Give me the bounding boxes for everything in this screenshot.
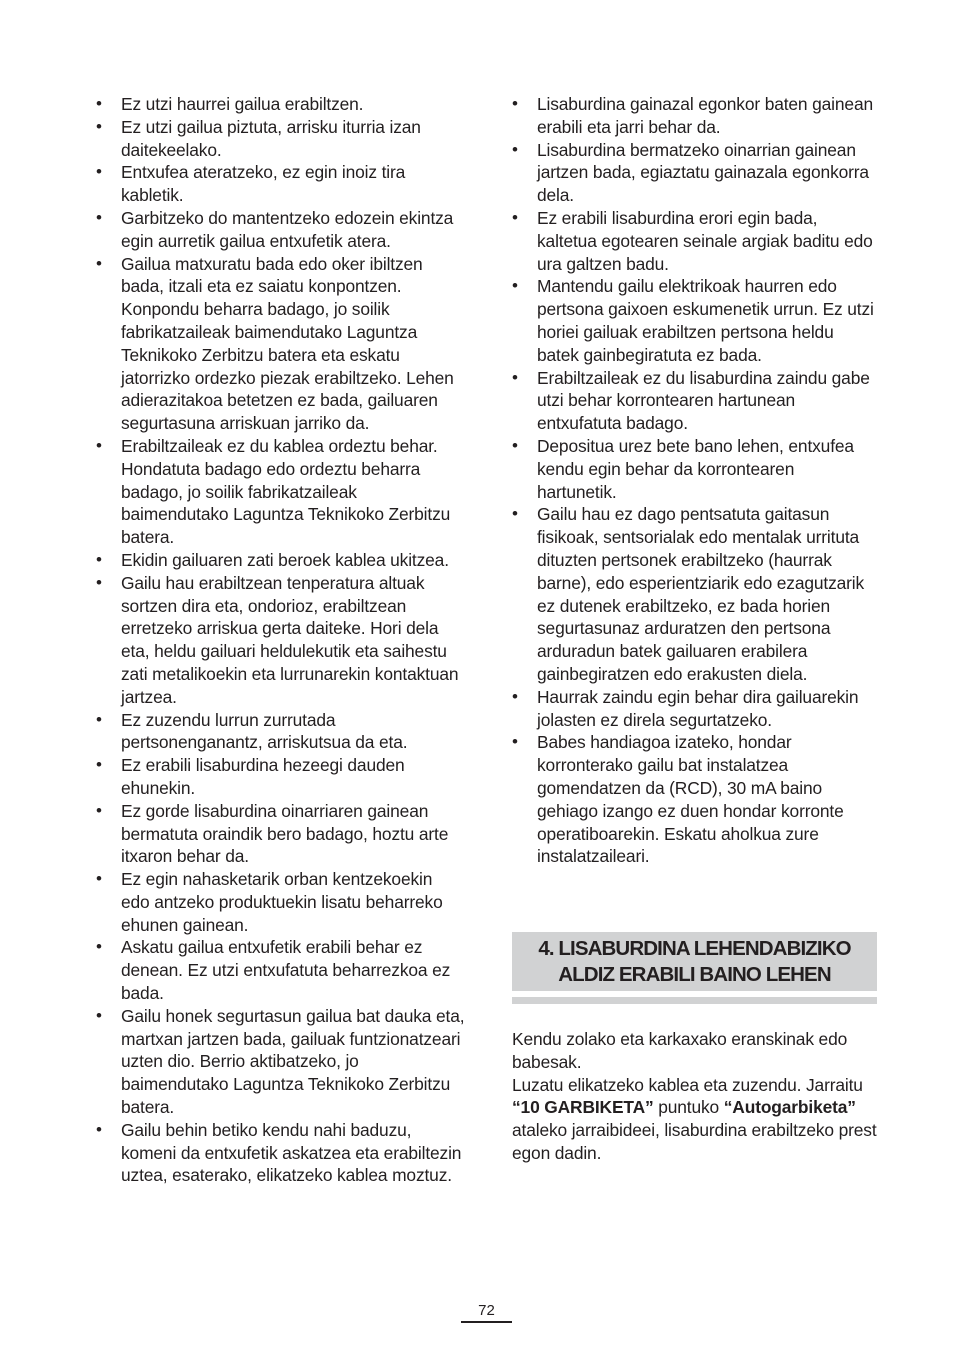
list-item: • Ekidin gailuaren zati beroek kablea ukitzea. xyxy=(96,549,449,570)
bullet-icon: • xyxy=(96,869,102,889)
bullet-icon: • xyxy=(512,276,518,296)
list-item: • Lisaburdina bermatzeko oinarrian gainean jartzen bada, egiaztatu gainazala egonkorra dela. xyxy=(512,139,869,206)
section-heading xyxy=(512,936,877,988)
chapter-reference: “10 GARBIKETA” xyxy=(512,1097,654,1118)
list-item: • Gailua matxuratu bada edo oker ibiltzen bada, itzali eta ez saiatu konpontzen. Konpondu beharra badago, jo soilik fabrikatzaileak baimendutako Laguntza Teknikoko Zerbitzu batera eta eskatu jatorrizko ordezko piezak erabiltzeko. Lehen adierazitakoa betetzen ez bada, gailuaren segurtasuna arriskuan jarriko da. xyxy=(96,253,454,434)
list-item: • Babes handiagoa izateko, hondar korronterako gailu bat instalatzea gomendatzen da (RCD), 30 mA baino gehiago izango ez duen hondar korronte operatiboarekin. Eskatu aholkua zure instalatzaileari. xyxy=(512,732,844,867)
bullet-icon: • xyxy=(96,253,102,273)
list-item: • Ez egin nahasketarik orban kentzekoekin edo antzeko produktuekin lisatu beharreko ehunen gainean. xyxy=(96,869,443,935)
body-paragraph-1: Kendu zolako eta karkaxako eranskinak edo babesak. xyxy=(512,1029,848,1072)
bullet-icon: • xyxy=(96,755,102,775)
bullet-icon: • xyxy=(96,162,102,182)
list-item: • Mantendu gailu elektrikoak haurren edo pertsona gaixoen eskumenetik urrun. Ez utzi horiei gailuak erabiltzen pertsona heldu batek gainbegiratuta ez bada. xyxy=(512,276,874,365)
list-item: • Gailu hau ez dago pentsatuta gaitasun fisikoak, sentsorialak edo mentalak urrituta dituzten pertsonek erabiltzeko (haurrak barne), edo esperientziarik edo ezagutzarik ez dutenek erabiltzeko, ez bada horien segurtasunaz arduratzen den pertsona arduradun batek gailuaren erabilera gainbegiratzen edo erakusten diela. xyxy=(512,504,865,684)
list-item: • Gailu behin betiko kendu nahi baduzu, komeni da entxufetik askatzea eta erabiltezin uztea, esaterako, elikatzeko kablea moztuz. xyxy=(96,1119,462,1186)
page-number-rule xyxy=(461,1321,512,1323)
bullet-icon: • xyxy=(96,207,102,227)
bullet-icon: • xyxy=(96,800,102,820)
section-body xyxy=(512,1028,882,1165)
list-item: • Haurrak zaindu egin behar dira gailuarekin jolasten ez direla segurtatzeko. xyxy=(512,686,859,730)
bullet-icon: • xyxy=(96,1005,102,1025)
safety-list-right xyxy=(511,93,877,868)
bullet-icon: • xyxy=(512,139,518,159)
list-item: • Garbitzeko do mantentzeko edozein ekintza egin aurretik gailua entxufetik atera. xyxy=(96,207,454,251)
bullet-icon: • xyxy=(96,549,102,569)
section-heading-rule xyxy=(512,997,877,1004)
bullet-icon: • xyxy=(512,435,518,455)
section-heading-line-1: 4. LISABURDINA LEHENDABIZIKO xyxy=(538,937,851,960)
list-item: • Entxufea ateratzeko, ez egin inoiz tira kabletik. xyxy=(96,162,406,206)
bullet-icon: • xyxy=(512,504,518,524)
section-heading-line-2: ALDIZ ERABILI BAINO LEHEN xyxy=(558,963,831,986)
list-item: • Erabiltzaileak ez du kablea ordeztu behar. Hondatuta badago edo ordeztu beharra badago, jo soilik fabrikatzaileak baimendutako Laguntza Teknikoko Zerbitzu batera. xyxy=(96,435,451,548)
body-paragraph-2: Luzatu elikatzeko kablea eta zuzendu. Jarraitu “10 GARBIKETA” puntuko “Autogarbiketa” ataleko jarraibideei, lisaburdina erabiltzeko prest egon dadin. xyxy=(512,1074,877,1163)
bullet-icon: • xyxy=(96,1119,102,1139)
bullet-icon: • xyxy=(512,94,518,113)
left-column xyxy=(95,93,465,1187)
list-item: • Ez erabili lisaburdina erori egin bada, kaltetua egotearen seinale argiak baditu edo ura galtzen badu. xyxy=(512,207,873,274)
list-item: • Askatu gailua entxufetik erabili behar ez denean. Ez utzi entxufatuta beharrezkoa ez bada. xyxy=(96,937,451,1004)
subsection-reference: “Autogarbiketa” xyxy=(723,1097,856,1118)
bullet-icon: • xyxy=(96,937,102,957)
list-item: • Ez utzi haurrei gailua erabiltzen. xyxy=(96,94,364,114)
bullet-icon: • xyxy=(512,207,518,227)
bullet-icon: • xyxy=(512,686,518,706)
bullet-icon: • xyxy=(96,116,102,136)
bullet-icon: • xyxy=(512,732,518,752)
safety-list-left xyxy=(95,93,465,1187)
list-item: • Erabiltzaileak ez du lisaburdina zaindu gabe utzi behar korrontearen hartunean entxufatuta badago. xyxy=(512,367,870,434)
list-item: • Ez erabili lisaburdina hezeegi dauden ehunekin. xyxy=(96,755,405,798)
bullet-icon: • xyxy=(96,709,102,729)
list-item: • Ez zuzendu lurrun zurrutada pertsonenganantz, arriskutsua da eta. xyxy=(96,709,408,753)
bullet-icon: • xyxy=(96,94,102,113)
page-number: 72 xyxy=(478,1302,495,1319)
list-item: • Depositua urez bete bano lehen, entxufea kendu egin behar da korrontearen hartunetik. xyxy=(512,435,854,502)
list-item: • Gailu hau erabiltzean tenperatura altuak sortzen dira eta, ondorioz, erabiltzean erretzeko arriskua gerta daiteke. Hori dela eta, heldu gailuari heldulekutik eta saihestu zati metalikoekin eta lurrunarekin kontaktuan jartzea. xyxy=(96,572,459,707)
bullet-icon: • xyxy=(96,435,102,455)
list-item: • Gailu honek segurtasun gailua bat dauka eta, martxan jartzen bada, gailuak funtzionatzeari uzten dio. Berrio aktibatzeko, jo baimendutako Laguntza Teknikoko Zerbitzu batera. xyxy=(96,1005,465,1118)
list-item: • Ez gorde lisaburdina oinarriaren gainean bermatuta oraindik bero badago, hoztu arte itxaron behar da. xyxy=(96,800,449,867)
bullet-icon: • xyxy=(96,572,102,592)
list-item: • Lisaburdina gainazal egonkor baten gainean erabili eta jarri behar da. xyxy=(512,94,873,137)
right-column xyxy=(511,93,877,868)
bullet-icon: • xyxy=(512,367,518,387)
list-item: • Ez utzi gailua piztuta, arrisku iturria izan daitekeelako. xyxy=(96,116,421,160)
